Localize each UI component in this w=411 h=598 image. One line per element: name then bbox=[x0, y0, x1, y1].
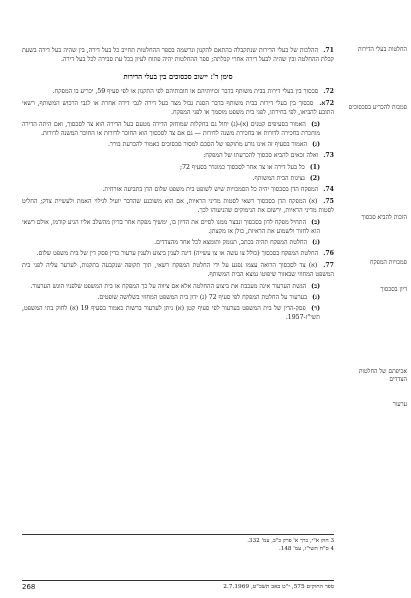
subsection-number: (ג) bbox=[312, 141, 320, 148]
chapter-heading: סימן ד': יישוב סכסוכים בין בעלי הדירות bbox=[123, 72, 233, 81]
subsection-text: התחיל מפקח לדון בסכסוך ונבצר ממנו לסיים את הדיון בו, ימשיך מפקח אחר בדיון מהשלב אליו הגיע קודמו, אולם רשאי הוא לחזור ולשמוע את הראיות, כולן או מקצתן. bbox=[22, 219, 320, 235]
section-text: (א) צד לסכסוך הרואה עצמו נפגע על ידי החלטת המפקח רשאי, תוך תקופה שנקבעה בתקנות, לערער עליה לפני בית המשפט המחוזי שבאזור שיפוטו נמצא הבית המשותף. bbox=[22, 262, 334, 278]
subsection-text: כל בעל דירה או צד אחר לסכסוך כמוגדר בסעיף 72; bbox=[180, 164, 305, 171]
section-number: 71. bbox=[323, 47, 334, 54]
section-72b bbox=[22, 120, 320, 138]
subsection-number: (1) bbox=[309, 164, 320, 171]
main-text bbox=[22, 46, 334, 324]
section-77 bbox=[22, 261, 334, 279]
section-number: 74. bbox=[323, 186, 334, 193]
section-number: 75. bbox=[323, 198, 334, 205]
section-text: (א) המפקח הדן בסכסוך רשאי לסטות מדיני הראיות, אם הוא משוכנע שהדבר יועיל לגילוי האמת ולעשיית צדק; החליט לסטות מדיני הראיות, ירשום את הנימוקים שהניעוהו לכך. bbox=[22, 198, 334, 214]
subsection-number: (ב) bbox=[311, 283, 320, 290]
footnotes bbox=[22, 534, 334, 553]
section-73-2 bbox=[22, 174, 320, 183]
section-77c bbox=[22, 293, 320, 302]
section-72a bbox=[22, 99, 334, 117]
section-text: ואלה זכאים להביא סכסוך להכרעתו של המפקח: bbox=[203, 152, 319, 159]
subsection-text: האמור בסעיף זה אינו גורע מתוקפו של הסכם למסור סכסוכים כאמור להכרעת בורר. bbox=[108, 141, 308, 148]
section-number: 72. bbox=[323, 88, 334, 95]
section-77b bbox=[22, 282, 320, 291]
footnote: 4 ס"ח תשי"ז, עמ' 148. bbox=[279, 546, 334, 552]
subsection-text: הגשת הערעור אינה מעכבת את ביצוע ההחלטה אלא אם ציווה על כך המפקח או בית המשפט שלפניו הוגש הערעור. bbox=[30, 283, 307, 290]
section-73 bbox=[22, 151, 334, 160]
margin-note-71: החלטות בעלי הדירות bbox=[357, 46, 407, 53]
section-75 bbox=[22, 197, 334, 215]
section-77d bbox=[22, 304, 320, 322]
margin-note-73: הזכות להביא סכסוך bbox=[361, 214, 407, 221]
section-number: 72א. bbox=[319, 100, 335, 107]
section-74 bbox=[22, 185, 334, 194]
footnote: 3 חוק א"י, כרך א' פרק כ"ב, עמ' 332. bbox=[247, 538, 334, 544]
section-text: המפקח הדן בסכסוך יהיה כל הסמכויות שיש לשופט בית משפט שלום הדן בתביעה אזרחית. bbox=[102, 186, 319, 193]
subsection-text: החלטת המפקח תהיה בכתב, תנומק ותומצא לכל אחד מהצדדים. bbox=[154, 239, 308, 246]
margin-note-74: סמכויות המפקח bbox=[369, 259, 407, 266]
section-75c bbox=[22, 238, 320, 247]
section-73-1 bbox=[22, 163, 320, 172]
margin-note-72: סמכות להכריע בסכסוכים bbox=[348, 104, 407, 111]
subsection-number: (ד) bbox=[311, 305, 321, 312]
subsection-number: (2) bbox=[309, 175, 320, 182]
page-footer bbox=[22, 580, 334, 591]
section-text: סכסוך בין בעלי דירות בבית משותף בדבר הסגת גבול מצד בעל דירה לגבי דירה אחרת או לגבי הרכוש המשותף, רשאי התובע להביאו, לפי בחירתו, לפני בית משפט מוסמך או לפני המפקח. bbox=[22, 100, 334, 116]
section-text: ההלכות של בעלי הדירות שנתקבלה בהתאם להקנון ונרשמה בספר ההחלטות תחייב כל בעל דירה, בין שהיה בעל דירה בשעת קבלת ההחלטה ובין שהיה לבעל דירה אחרי קבלתה; ספר ההחלטות יהיה פתוח לעיון בכל עת סבירה לכל בעל דירה. bbox=[22, 47, 334, 63]
section-text: סכסוך בין בעלי דירות בבית משותף בדבר זכויותיהם או חובותיהם לפי התקנון או לפי סעיף 59, יכריע בו המפקח. bbox=[52, 88, 319, 95]
section-number: 77. bbox=[323, 262, 334, 269]
subsection-number: (ב) bbox=[311, 219, 320, 226]
margin-note-75: דיון בסכסוך bbox=[380, 286, 407, 293]
margin-note-76: אכיפתם של החלטות הצדדים bbox=[358, 368, 407, 383]
page-number: 268 bbox=[22, 583, 36, 591]
subsection-text: בערעור על החלטת המפקח לפי סעיף 72 (ג) ידון בית המשפט המחוזי בשלושה שופטים. bbox=[97, 294, 308, 301]
section-75b bbox=[22, 218, 320, 236]
publication-info: ספר החוקים 575, י"ט באב תשכ"ט, 2.7.1969 bbox=[223, 584, 334, 590]
section-number: 76. bbox=[323, 250, 334, 257]
subsection-number: (ג) bbox=[312, 294, 320, 301]
section-76 bbox=[22, 249, 334, 258]
section-text: החלטת המפקח בסכסוך (כולל צו עשה או צו עשייה) דינה לענין ביצוע ולענין ערעור כדין פסק דין של בית משפט שלום. bbox=[36, 250, 319, 257]
subsection-text: נציגות הבית המשותף. bbox=[252, 175, 305, 182]
subsection-text: האמור בסעיפים קטנים (א)-(ג) יחול גם בחקלות שמוחזק הדירה מטעם בעל הדירה הוא צד לסכסוך, ואם היתה הדירה מוחכרת בחכירה לדורות או בחכירת משנה לדורות — גם אם צד לסכסוך הוא החוכר לדורות או החוכר המשנה לדורות. bbox=[22, 121, 320, 137]
margin-note-77: ערעור bbox=[392, 401, 407, 408]
subsection-number: (ג) bbox=[312, 239, 320, 246]
subsection-text: פסק-הדין של בית המשפט בערעור לפי סעיף קטן (א) ניתן לערעור ברשות כאמור בסעיף 19 (א) לחוק בתי המשפט, תשי"ז-1957. bbox=[22, 305, 320, 321]
section-71 bbox=[22, 46, 334, 64]
section-72 bbox=[22, 87, 334, 96]
section-number: 73. bbox=[323, 152, 334, 159]
section-72c bbox=[22, 140, 320, 149]
subsection-number: (ב) bbox=[311, 121, 320, 128]
